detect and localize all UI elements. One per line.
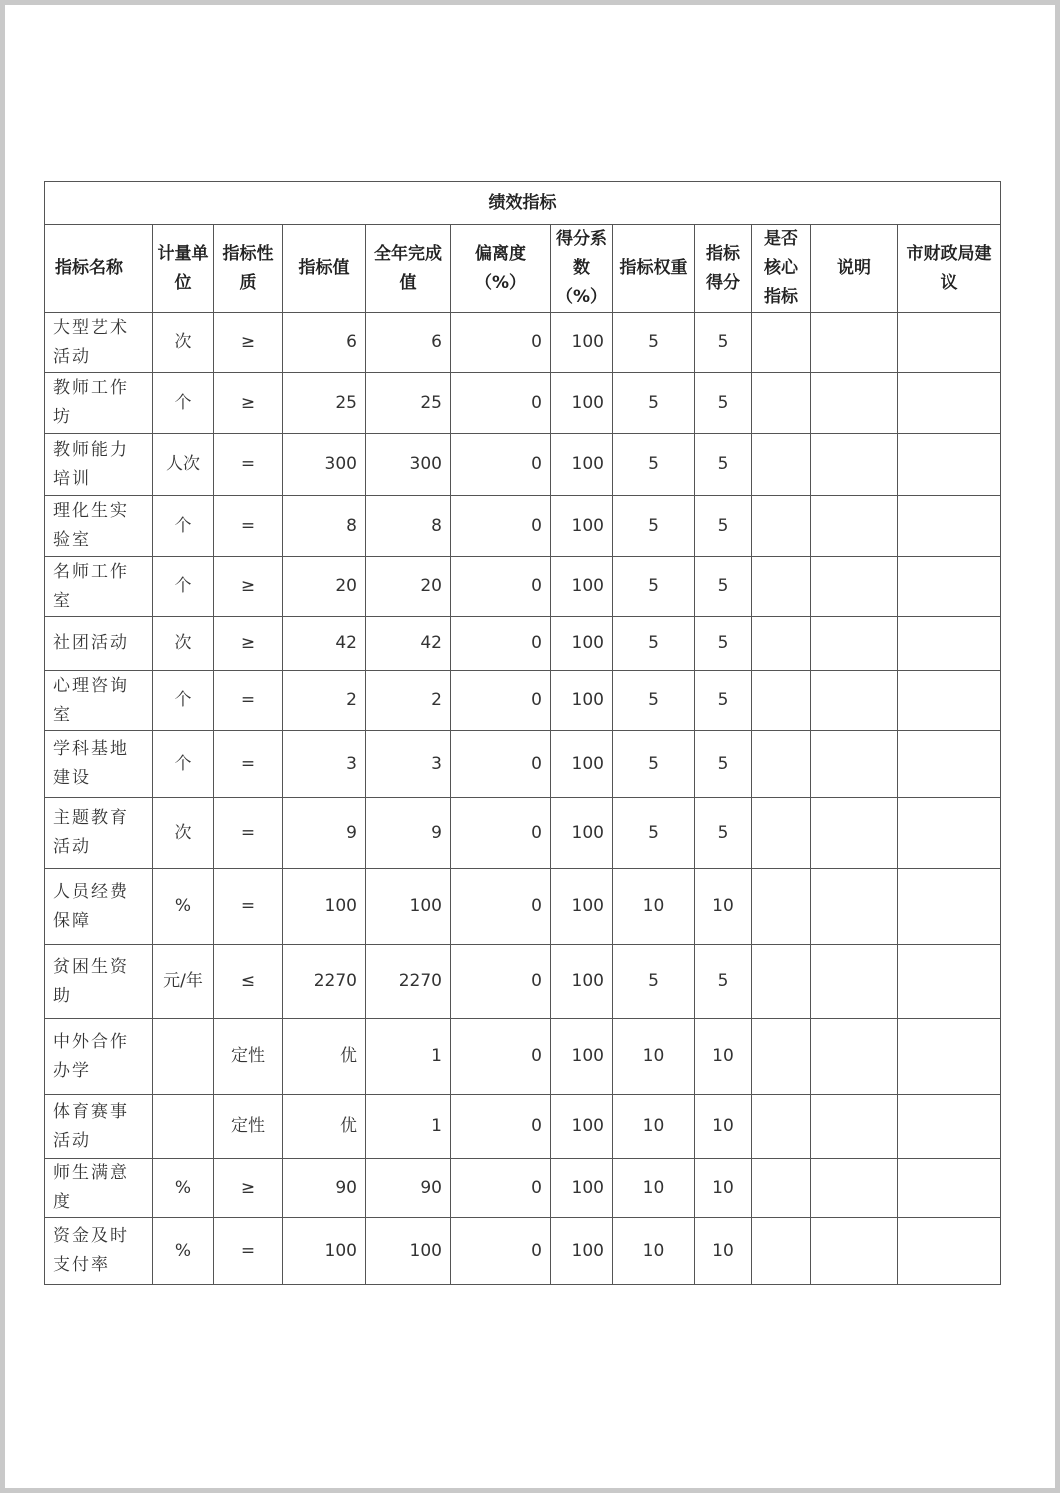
actual-value-cell: 42	[366, 617, 451, 671]
unit-cell: 个	[153, 671, 214, 731]
finance-advice-cell	[898, 496, 1001, 557]
note-cell	[811, 1159, 898, 1218]
core-indicator-cell	[752, 1019, 811, 1095]
core-indicator-cell	[752, 671, 811, 731]
note-cell	[811, 1095, 898, 1159]
target-value-cell: 8	[283, 496, 366, 557]
indicator-name-cell: 名师工作室	[45, 557, 153, 617]
finance-advice-cell	[898, 313, 1001, 373]
unit-cell: 个	[153, 373, 214, 434]
core-indicator-cell	[752, 869, 811, 945]
target-value-cell: 100	[283, 1218, 366, 1285]
score-coefficient-cell: 100	[551, 434, 613, 496]
weight-cell: 5	[613, 434, 695, 496]
finance-advice-cell	[898, 617, 1001, 671]
table-row	[45, 617, 1001, 671]
target-value-cell: 6	[283, 313, 366, 373]
header-nature: 指标性质	[214, 225, 283, 313]
nature-cell: ≥	[214, 617, 283, 671]
deviation-cell: 0	[451, 671, 551, 731]
finance-advice-cell	[898, 731, 1001, 798]
deviation-cell: 0	[451, 1019, 551, 1095]
score-coefficient-cell: 100	[551, 798, 613, 869]
deviation-cell: 0	[451, 557, 551, 617]
score-cell: 5	[695, 373, 752, 434]
indicator-name-cell: 教师工作坊	[45, 373, 153, 434]
nature-cell: ≥	[214, 557, 283, 617]
score-coefficient-cell: 100	[551, 1159, 613, 1218]
note-cell	[811, 557, 898, 617]
note-cell	[811, 313, 898, 373]
weight-cell: 10	[613, 1019, 695, 1095]
indicator-name-cell: 中外合作办学	[45, 1019, 153, 1095]
score-coefficient-cell: 100	[551, 557, 613, 617]
nature-cell: ≤	[214, 945, 283, 1019]
nature-cell: =	[214, 731, 283, 798]
table-row	[45, 1019, 1001, 1095]
deviation-cell: 0	[451, 945, 551, 1019]
target-value-cell: 2270	[283, 945, 366, 1019]
deviation-cell: 0	[451, 1218, 551, 1285]
finance-advice-cell	[898, 1019, 1001, 1095]
indicator-name-cell: 理化生实验室	[45, 496, 153, 557]
score-cell: 5	[695, 945, 752, 1019]
score-coefficient-cell: 100	[551, 373, 613, 434]
target-value-cell: 优	[283, 1095, 366, 1159]
header-deviation: 偏离度（%）	[451, 225, 551, 313]
deviation-cell: 0	[451, 798, 551, 869]
nature-cell: =	[214, 434, 283, 496]
header-score-coefficient: 得分系数（%）	[551, 225, 613, 313]
deviation-cell: 0	[451, 313, 551, 373]
unit-cell: 次	[153, 798, 214, 869]
note-cell	[811, 869, 898, 945]
note-cell	[811, 373, 898, 434]
score-cell: 5	[695, 434, 752, 496]
nature-cell: ≥	[214, 1159, 283, 1218]
weight-cell: 5	[613, 945, 695, 1019]
score-coefficient-cell: 100	[551, 1218, 613, 1285]
actual-value-cell: 1	[366, 1019, 451, 1095]
finance-advice-cell	[898, 869, 1001, 945]
weight-cell: 5	[613, 557, 695, 617]
target-value-cell: 9	[283, 798, 366, 869]
actual-value-cell: 300	[366, 434, 451, 496]
target-value-cell: 优	[283, 1019, 366, 1095]
unit-cell: 人次	[153, 434, 214, 496]
indicator-name-cell: 人员经费保障	[45, 869, 153, 945]
table-row	[45, 671, 1001, 731]
note-cell	[811, 731, 898, 798]
score-coefficient-cell: 100	[551, 671, 613, 731]
core-indicator-cell	[752, 373, 811, 434]
unit-cell: 个	[153, 557, 214, 617]
score-coefficient-cell: 100	[551, 496, 613, 557]
finance-advice-cell	[898, 1218, 1001, 1285]
unit-cell: 次	[153, 313, 214, 373]
actual-value-cell: 3	[366, 731, 451, 798]
table-row	[45, 434, 1001, 496]
unit-cell: 元/年	[153, 945, 214, 1019]
deviation-cell: 0	[451, 1159, 551, 1218]
deviation-cell: 0	[451, 496, 551, 557]
unit-cell: %	[153, 1218, 214, 1285]
score-cell: 5	[695, 617, 752, 671]
actual-value-cell: 1	[366, 1095, 451, 1159]
table-row	[45, 869, 1001, 945]
score-cell: 10	[695, 1218, 752, 1285]
deviation-cell: 0	[451, 373, 551, 434]
note-cell	[811, 1019, 898, 1095]
actual-value-cell: 100	[366, 869, 451, 945]
header-actual-value: 全年完成值	[366, 225, 451, 313]
indicator-name-cell: 体育赛事活动	[45, 1095, 153, 1159]
core-indicator-cell	[752, 731, 811, 798]
core-indicator-cell	[752, 617, 811, 671]
score-cell: 10	[695, 869, 752, 945]
core-indicator-cell	[752, 1159, 811, 1218]
weight-cell: 5	[613, 373, 695, 434]
target-value-cell: 20	[283, 557, 366, 617]
score-coefficient-cell: 100	[551, 869, 613, 945]
actual-value-cell: 25	[366, 373, 451, 434]
document-page	[5, 5, 1055, 1488]
score-coefficient-cell: 100	[551, 617, 613, 671]
note-cell	[811, 496, 898, 557]
table-title: 绩效指标	[45, 182, 1001, 225]
target-value-cell: 90	[283, 1159, 366, 1218]
header-weight: 指标权重	[613, 225, 695, 313]
actual-value-cell: 9	[366, 798, 451, 869]
score-cell: 10	[695, 1095, 752, 1159]
deviation-cell: 0	[451, 434, 551, 496]
indicator-name-cell: 学科基地建设	[45, 731, 153, 798]
indicator-name-cell: 贫困生资助	[45, 945, 153, 1019]
nature-cell: =	[214, 671, 283, 731]
deviation-cell: 0	[451, 869, 551, 945]
target-value-cell: 100	[283, 869, 366, 945]
weight-cell: 10	[613, 1159, 695, 1218]
table-row	[45, 313, 1001, 373]
score-cell: 10	[695, 1019, 752, 1095]
table-row	[45, 731, 1001, 798]
nature-cell: =	[214, 1218, 283, 1285]
core-indicator-cell	[752, 313, 811, 373]
indicator-name-cell: 教师能力培训	[45, 434, 153, 496]
nature-cell: =	[214, 496, 283, 557]
core-indicator-cell	[752, 557, 811, 617]
table-row	[45, 373, 1001, 434]
nature-cell: ≥	[214, 313, 283, 373]
indicator-name-cell: 资金及时支付率	[45, 1218, 153, 1285]
note-cell	[811, 945, 898, 1019]
target-value-cell: 2	[283, 671, 366, 731]
score-coefficient-cell: 100	[551, 1019, 613, 1095]
table-row	[45, 1218, 1001, 1285]
finance-advice-cell	[898, 945, 1001, 1019]
weight-cell: 10	[613, 1095, 695, 1159]
score-coefficient-cell: 100	[551, 731, 613, 798]
score-cell: 5	[695, 496, 752, 557]
score-cell: 5	[695, 557, 752, 617]
core-indicator-cell	[752, 496, 811, 557]
weight-cell: 5	[613, 731, 695, 798]
header-note: 说明	[811, 225, 898, 313]
actual-value-cell: 2270	[366, 945, 451, 1019]
core-indicator-cell	[752, 798, 811, 869]
score-cell: 10	[695, 1159, 752, 1218]
actual-value-cell: 6	[366, 313, 451, 373]
header-score: 指标得分	[695, 225, 752, 313]
performance-indicators-table	[44, 181, 1001, 1285]
score-cell: 5	[695, 731, 752, 798]
table-row	[45, 496, 1001, 557]
score-cell: 5	[695, 313, 752, 373]
target-value-cell: 42	[283, 617, 366, 671]
weight-cell: 5	[613, 617, 695, 671]
score-cell: 5	[695, 671, 752, 731]
actual-value-cell: 8	[366, 496, 451, 557]
note-cell	[811, 617, 898, 671]
indicator-name-cell: 师生满意度	[45, 1159, 153, 1218]
weight-cell: 5	[613, 496, 695, 557]
finance-advice-cell	[898, 557, 1001, 617]
unit-cell	[153, 1095, 214, 1159]
nature-cell: 定性	[214, 1019, 283, 1095]
core-indicator-cell	[752, 1095, 811, 1159]
indicator-name-cell: 主题教育活动	[45, 798, 153, 869]
core-indicator-cell	[752, 1218, 811, 1285]
weight-cell: 10	[613, 1218, 695, 1285]
weight-cell: 5	[613, 671, 695, 731]
target-value-cell: 25	[283, 373, 366, 434]
finance-advice-cell	[898, 373, 1001, 434]
unit-cell: 个	[153, 496, 214, 557]
unit-cell: 个	[153, 731, 214, 798]
unit-cell: 次	[153, 617, 214, 671]
note-cell	[811, 434, 898, 496]
indicator-name-cell: 社团活动	[45, 617, 153, 671]
note-cell	[811, 798, 898, 869]
target-value-cell: 3	[283, 731, 366, 798]
indicator-name-cell: 大型艺术活动	[45, 313, 153, 373]
header-core-indicator: 是否核心指标	[752, 225, 811, 313]
table-row	[45, 1159, 1001, 1218]
actual-value-cell: 2	[366, 671, 451, 731]
finance-advice-cell	[898, 1095, 1001, 1159]
header-target-value: 指标值	[283, 225, 366, 313]
header-unit: 计量单位	[153, 225, 214, 313]
weight-cell: 5	[613, 798, 695, 869]
finance-advice-cell	[898, 434, 1001, 496]
note-cell	[811, 1218, 898, 1285]
unit-cell	[153, 1019, 214, 1095]
finance-advice-cell	[898, 671, 1001, 731]
unit-cell: %	[153, 1159, 214, 1218]
table-row	[45, 1095, 1001, 1159]
finance-advice-cell	[898, 798, 1001, 869]
core-indicator-cell	[752, 434, 811, 496]
actual-value-cell: 90	[366, 1159, 451, 1218]
core-indicator-cell	[752, 945, 811, 1019]
actual-value-cell: 20	[366, 557, 451, 617]
deviation-cell: 0	[451, 1095, 551, 1159]
header-indicator-name: 指标名称	[45, 225, 153, 313]
table-row	[45, 557, 1001, 617]
header-finance-advice: 市财政局建议	[898, 225, 1001, 313]
table-row	[45, 798, 1001, 869]
score-cell: 5	[695, 798, 752, 869]
note-cell	[811, 671, 898, 731]
indicator-name-cell: 心理咨询室	[45, 671, 153, 731]
nature-cell: =	[214, 869, 283, 945]
actual-value-cell: 100	[366, 1218, 451, 1285]
weight-cell: 10	[613, 869, 695, 945]
target-value-cell: 300	[283, 434, 366, 496]
nature-cell: ≥	[214, 373, 283, 434]
weight-cell: 5	[613, 313, 695, 373]
score-coefficient-cell: 100	[551, 313, 613, 373]
nature-cell: 定性	[214, 1095, 283, 1159]
deviation-cell: 0	[451, 731, 551, 798]
score-coefficient-cell: 100	[551, 945, 613, 1019]
finance-advice-cell	[898, 1159, 1001, 1218]
score-coefficient-cell: 100	[551, 1095, 613, 1159]
nature-cell: =	[214, 798, 283, 869]
table-row	[45, 945, 1001, 1019]
unit-cell: %	[153, 869, 214, 945]
deviation-cell: 0	[451, 617, 551, 671]
